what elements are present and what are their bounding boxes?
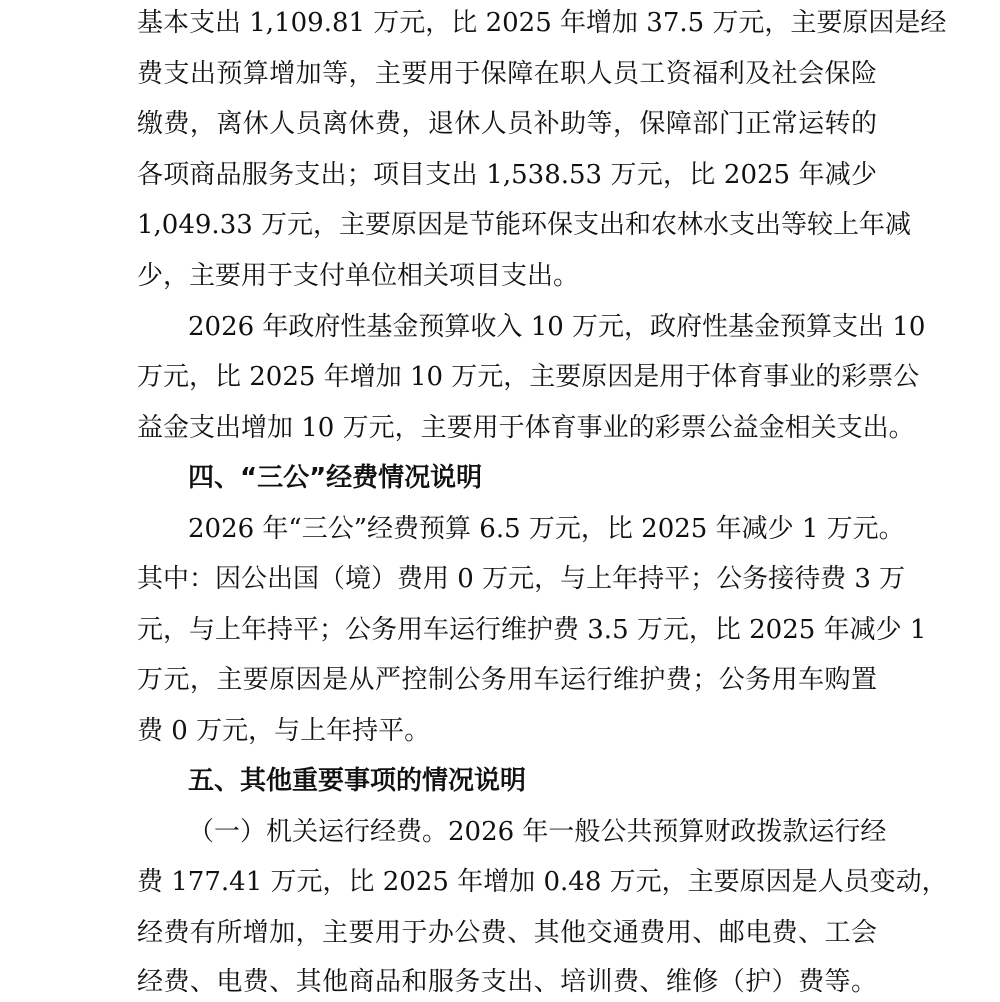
- paragraph-line: 其中：因公出国（境）费用 0 万元，与上年持平；公务接待费 3 万: [137, 564, 906, 594]
- paragraph-line: 经费、电费、其他商品和服务支出、培训费、维修（护）费等。: [137, 967, 877, 997]
- paragraph-line: 2026 年“三公”经费预算 6.5 万元，比 2025 年减少 1 万元。: [188, 514, 905, 544]
- paragraph-line: 基本支出 1,109.81 万元，比 2025 年增加 37.5 万元，主要原因是经: [137, 8, 947, 38]
- paragraph-line: 1,049.33 万元，主要原因是节能环保支出和农林水支出等较上年减: [137, 210, 912, 240]
- paragraph-line: 元，与上年持平；公务用车运行维护费 3.5 万元，比 2025 年减少 1: [137, 615, 927, 645]
- paragraph-line: 万元，比 2025 年增加 10 万元，主要原因是用于体育事业的彩票公: [137, 362, 920, 392]
- paragraph-line: 益金支出增加 10 万元，主要用于体育事业的彩票公益金相关支出。: [137, 413, 915, 443]
- paragraph-line: 经费有所增加，主要用于办公费、其他交通费用、邮电费、工会: [137, 918, 877, 948]
- paragraph-line: 费支出预算增加等，主要用于保障在职人员工资福利及社会保险: [137, 59, 877, 89]
- paragraph-line: （一）机关运行经费。2026 年一般公共预算财政拨款运行经: [188, 817, 887, 847]
- paragraph-line: 万元，主要原因是从严控制公务用车运行维护费；公务用车购置: [137, 665, 877, 695]
- paragraph-line: 少，主要用于支付单位相关项目支出。: [137, 261, 580, 291]
- paragraph-line: 费 0 万元，与上年持平。: [137, 716, 431, 746]
- paragraph-line: 费 177.41 万元，比 2025 年增加 0.48 万元，主要原因是人员变动，: [137, 867, 948, 897]
- paragraph-line: 各项商品服务支出；项目支出 1,538.53 万元，比 2025 年减少: [137, 160, 877, 190]
- paragraph-line: 2026 年政府性基金预算收入 10 万元，政府性基金预算支出 10: [188, 312, 926, 342]
- paragraph-line: 缴费，离休人员离休费，退休人员补助等，保障部门正常运转的: [137, 109, 877, 139]
- section-heading: 五、其他重要事项的情况说明: [188, 766, 527, 796]
- section-heading: 四、“三公”经费情况说明: [188, 463, 483, 493]
